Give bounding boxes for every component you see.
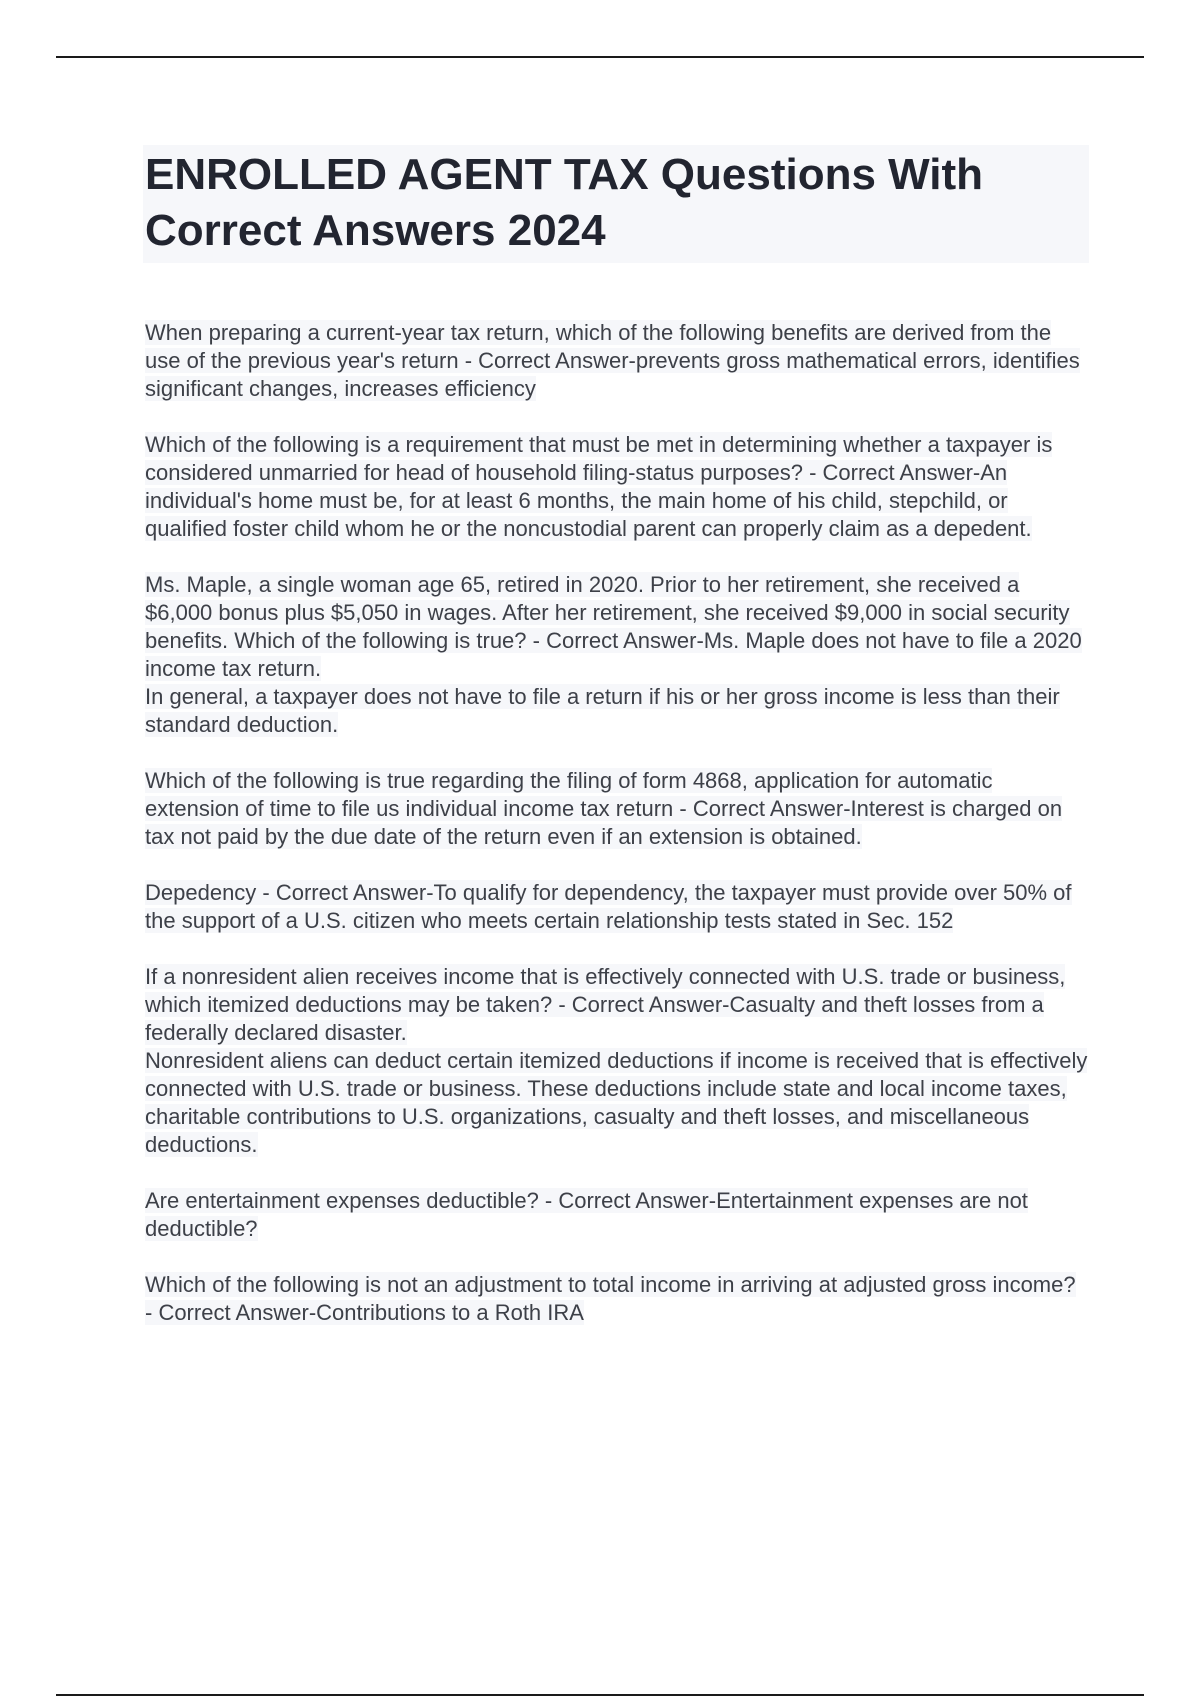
qa-list bbox=[145, 319, 1089, 1327]
qa-item-4 bbox=[145, 767, 1089, 851]
qa-text: Which of the following is true regarding the filing of form 4868, application for automatic extension of time to file us individual income tax return - Correct Answer-Interest is charged on tax not paid by the due date of the return even if an extension is obtained. bbox=[145, 768, 1063, 849]
document-body bbox=[145, 145, 1089, 1355]
top-rule bbox=[56, 56, 1144, 58]
qa-item-1 bbox=[145, 319, 1089, 403]
bottom-rule bbox=[56, 1694, 1144, 1696]
qa-note-text: Nonresident aliens can deduct certain itemized deductions if income is received that is effectively connected with U.S. trade or business. These deductions include state and local income taxes, charitable contributions to U.S. organizations, casualty and theft losses, and miscellaneous deductions. bbox=[145, 1048, 1088, 1157]
document-title: ENROLLED AGENT TAX Questions With Correct Answers 2024 bbox=[145, 150, 984, 255]
qa-text: If a nonresident alien receives income that is effectively connected with U.S. trade or business, which itemized deductions may be taken? - Correct Answer-Casualty and theft losses from a federally declared disaster. bbox=[145, 964, 1066, 1045]
qa-item-6 bbox=[145, 963, 1089, 1159]
qa-item-7 bbox=[145, 1187, 1089, 1243]
qa-text: Are entertainment expenses deductible? - Correct Answer-Entertainment expenses are not deductible? bbox=[145, 1188, 1028, 1241]
qa-item-2 bbox=[145, 431, 1089, 543]
qa-text: Which of the following is not an adjustment to total income in arriving at adjusted gross income? - Correct Answer-Contributions to a Roth IRA bbox=[145, 1272, 1076, 1325]
qa-note-text: In general, a taxpayer does not have to file a return if his or her gross income is less than their standard deduction. bbox=[145, 684, 1060, 737]
title-block bbox=[143, 145, 1089, 263]
qa-note bbox=[145, 1047, 1089, 1159]
qa-text: When preparing a current-year tax return, which of the following benefits are derived from the use of the previous year's return - Correct Answer-prevents gross mathematical errors, identifies significant changes, increases efficiency bbox=[145, 320, 1080, 401]
qa-text: Depedency - Correct Answer-To qualify for dependency, the taxpayer must provide over 50% of the support of a U.S. citizen who meets certain relationship tests stated in Sec. 152 bbox=[145, 880, 1072, 933]
qa-note bbox=[145, 683, 1089, 739]
qa-item-3 bbox=[145, 571, 1089, 739]
qa-item-8 bbox=[145, 1271, 1089, 1327]
qa-text: Ms. Maple, a single woman age 65, retired in 2020. Prior to her retirement, she received a $6,000 bonus plus $5,050 in wages. After her retirement, she received $9,000 in social security benefits. Which of the following is true? - Correct Answer-Ms. Maple does not have to file a 2020 income tax return. bbox=[145, 572, 1082, 681]
qa-text: Which of the following is a requirement that must be met in determining whether a taxpayer is considered unmarried for head of household filing-status purposes? - Correct Answer-An individual's home must be, for at least 6 months, the main home of his child, stepchild, or qualified foster child whom he or the noncustodial parent can properly claim as a depedent. bbox=[145, 432, 1053, 541]
qa-item-5 bbox=[145, 879, 1089, 935]
